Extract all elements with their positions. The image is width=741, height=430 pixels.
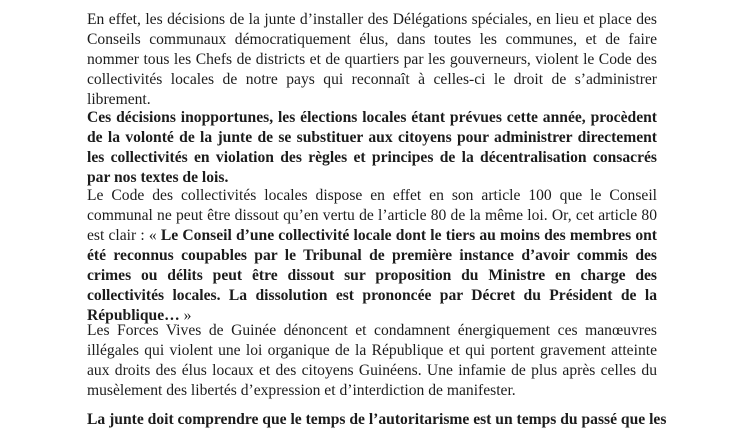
paragraph-junte-autoritarisme: La junte doit comprendre que le temps de l’autoritarisme est un temps du passé que les [87,411,667,428]
paragraph-decisions-inopportunes: Ces décisions inopportunes, les élections locales étant prévues cette année, procèdent de la volonté de la junte de se substituer aux citoyens pour administrer directement les collectivités en violation des règles et principes de la décentralisation consacrés par nos textes de lois. [87,109,657,186]
paragraph-forces-vives: Les Forces Vives de Guinée dénoncent et condamnent énergiquement ces manœuvres illégales qui violent une loi organique de la République et qui portent gravement atteinte aux droits des élus locaux et des citoyens Guinéens. Une infamie de plus après celles du musèlement des libertés d’expression et d’interdiction de manifester. [87,322,657,399]
closing-guillemet: » [183,307,192,324]
paragraph-code-collectivites [87,186,657,326]
paragraph-code-intro: Le Code des collectivités locales dispose en effet en son article 100 que le Conseil communal ne peut être dissout qu’en vertu de l’article 80 de la même loi. Or, cet article 80 est clair : « [87,187,657,244]
paragraph-delegations-speciales: En effet, les décisions de la junte d’installer des Délégations spéciales, en lieu et place des Conseils communaux démocratiquement élus, dans toutes les communes, et de faire nommer tous les Chefs de districts et de quartiers par les gouverneurs, violent le Code des collectivités locales de notre pays qui reconnaît à celles-ci le droit de s’administrer librement. [87,11,657,108]
article-80-quote: Le Conseil d’une collectivité locale dont le tiers au moins des membres ont été reconnus coupables par le Tribunal de première instance d’avoir commis des crimes ou délits peut être dissout sur proposition du Ministre en charge des collectivités locales. La dissolution est prononcée par Décret du Président de la République… [87,227,657,324]
